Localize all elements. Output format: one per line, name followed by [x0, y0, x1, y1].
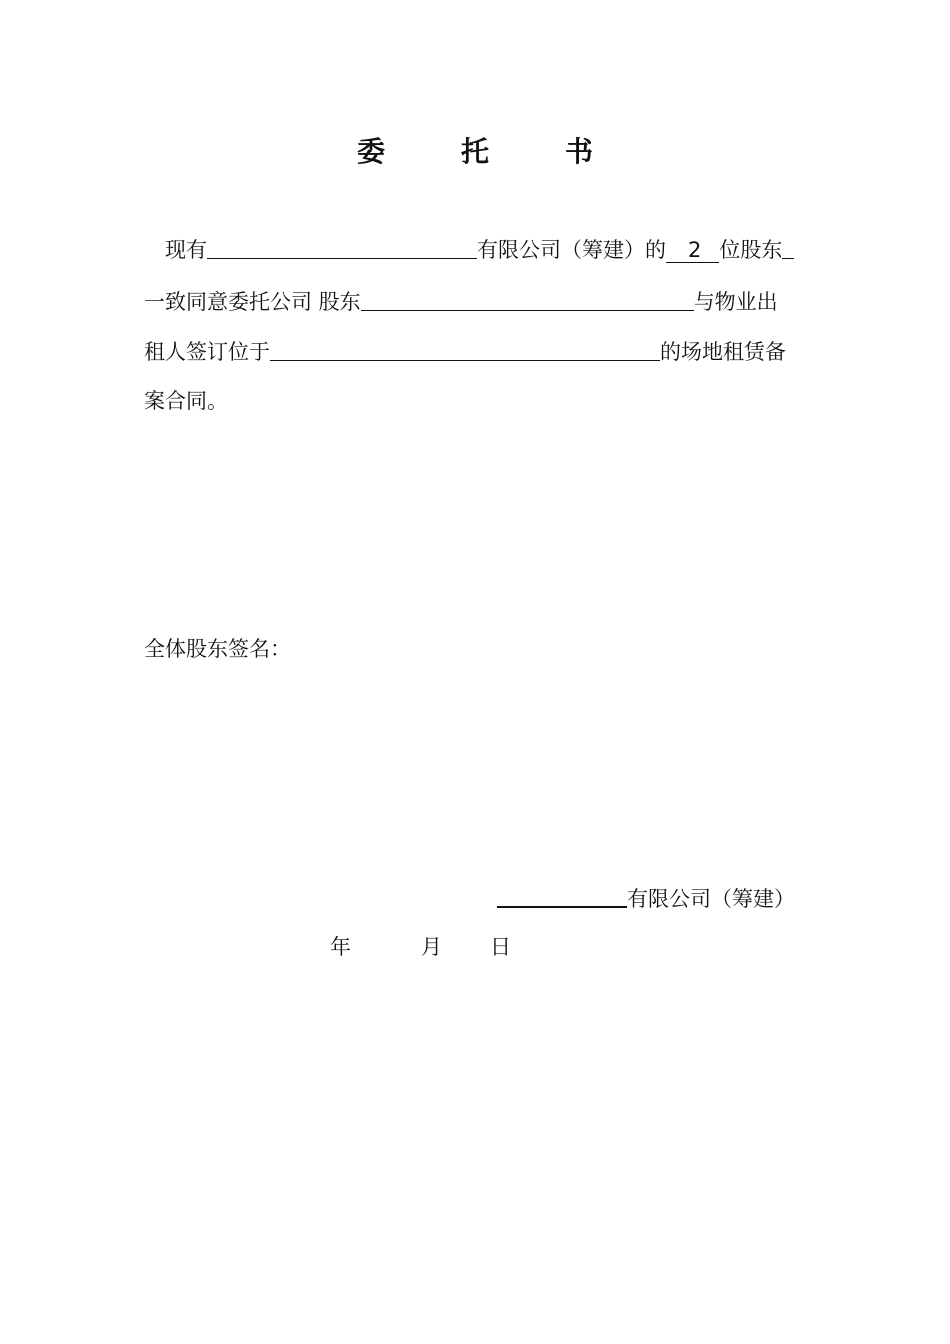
paragraph-line-1 — [165, 234, 794, 264]
site-location-blank[interactable] — [270, 338, 660, 361]
line1-suffix: 位股东 — [719, 238, 783, 262]
line2-suffix: 与物业出 — [693, 290, 778, 314]
title-char-2: 托 — [460, 135, 489, 168]
line4-text: 案合同。 — [144, 389, 228, 413]
date-day: 日 — [490, 935, 511, 959]
line1-trailing-underline — [782, 236, 794, 259]
signature-label-text: 全体股东签名： — [144, 637, 291, 661]
paragraph-line-4 — [144, 386, 228, 416]
line2-prefix: 一致同意委托公司 股东 — [144, 290, 361, 314]
paragraph-line-3 — [144, 336, 786, 366]
line1-mid: 有限公司（筹建）的 — [477, 238, 666, 262]
shareholder-name-blank[interactable] — [361, 288, 694, 311]
company-name-blank[interactable] — [207, 236, 477, 259]
company-suffix: 有限公司（筹建） — [627, 887, 795, 911]
date-year: 年 — [330, 935, 351, 959]
paragraph-line-2 — [144, 286, 778, 316]
shareholder-count: 2 — [666, 238, 719, 263]
date-line — [330, 932, 511, 962]
line3-suffix: 的场地租赁备 — [660, 340, 786, 364]
company-signature-blank[interactable] — [497, 884, 627, 908]
line3-prefix: 租人签订位于 — [144, 340, 270, 364]
company-signature-line — [497, 882, 795, 914]
title-char-3: 书 — [565, 135, 594, 168]
line1-prefix: 现有 — [165, 238, 207, 262]
title-char-1: 委 — [356, 135, 385, 168]
document-title — [0, 132, 950, 172]
date-month: 月 — [421, 935, 442, 959]
signature-label — [144, 634, 291, 664]
